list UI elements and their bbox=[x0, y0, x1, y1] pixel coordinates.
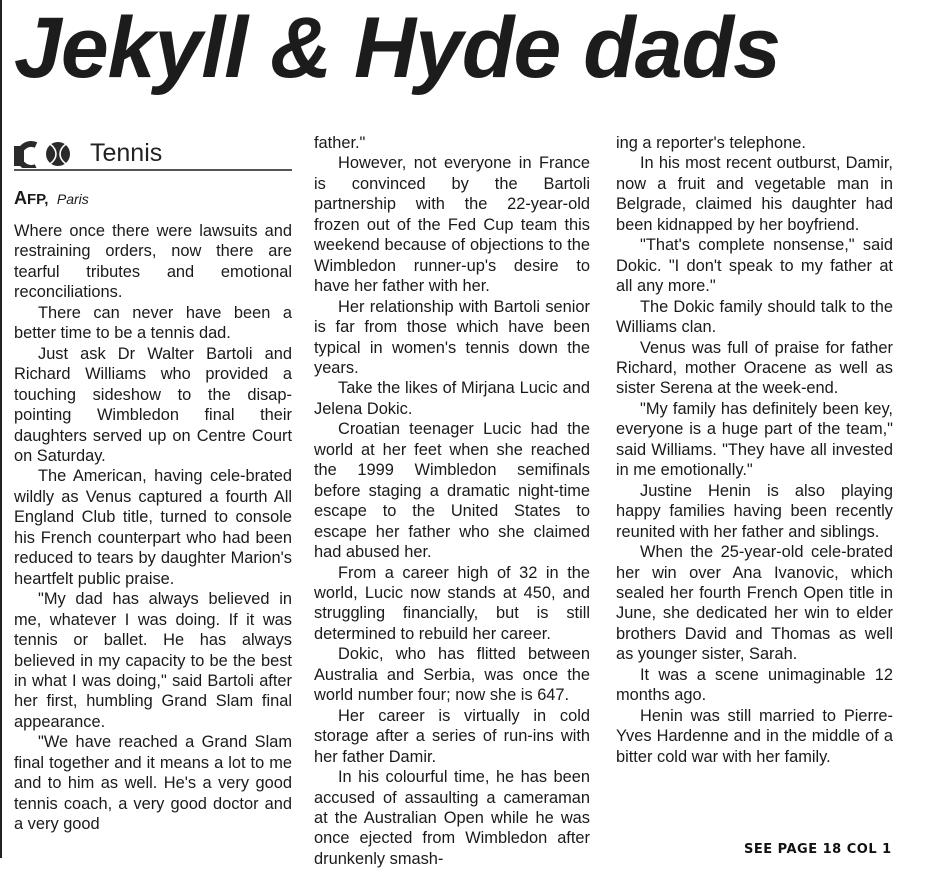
paragraph: The American, having cele-brated wildly as Venus captured a fourth All England Club title, turned to console his French counterpart who had been reduced to tears by daughter Marion's heartfelt public praise. bbox=[14, 467, 292, 588]
paragraph: The Dokic family should talk to the Williams clan. bbox=[616, 297, 893, 337]
paragraph: ing a reporter's telephone. bbox=[616, 134, 806, 152]
paragraph: From a career high of 32 in the world, Lucic now stands at 450, and struggling financially, but is still determined to rebuild her career. bbox=[314, 563, 590, 643]
dateline bbox=[14, 188, 292, 210]
paragraph: Just ask Dr Walter Bartoli and Richard Williams who provided a touching sideshow to the disap-pointing Wimbledon final their daughters served up on Centre Court on Saturday. bbox=[14, 344, 292, 465]
paragraph: "We have reached a Grand Slam final together and it means a lot to me and to him as well. He's a very good tennis coach, a very good doctor and a very good bbox=[14, 733, 292, 834]
dateline-place: Paris bbox=[56, 191, 89, 207]
article-column-1 bbox=[14, 133, 292, 835]
paragraph: Where once there were lawsuits and restraining orders, now there are tearful tributes and emotional reconciliations. bbox=[14, 222, 292, 302]
paragraph: father." bbox=[314, 134, 366, 152]
paragraph: "My family has definitely been key, everyone is a huge part of the team," said Williams. "They have all invested in me emotionally." bbox=[616, 399, 893, 480]
article-column-2 bbox=[314, 133, 590, 869]
left-column-rule bbox=[0, 0, 2, 858]
paragraph: Justine Henin is also playing happy families having been recently reunited with her father and siblings. bbox=[616, 481, 893, 541]
paragraph: Take the likes of Mirjana Lucic and Jelena Dokic. bbox=[314, 379, 590, 418]
paragraph: When the 25-year-old cele-brated her win over Ana Ivanovic, which sealed her fourth French Open title in June, she dedicated her win to elder brothers David and Thomas as well as younger sister, Sarah. bbox=[616, 543, 893, 664]
paragraph: In his colourful time, he has been accused of assaulting a cameraman at the Australian Open while he was once ejected from Wimbledon after drunkenly smash- bbox=[314, 768, 590, 868]
section-label: Tennis bbox=[90, 139, 163, 167]
tennis-ball-icon bbox=[14, 138, 88, 168]
paragraph: "My dad has always believed in me, whatever I was doing. If it was tennis or ballet. He has always believed in my capacity to be the best in what I was doing," said Bartoli after her first, humbling Grand Slam final appearance. bbox=[14, 590, 292, 731]
continued-jump-line: SEE PAGE 18 COL 1 bbox=[744, 842, 892, 857]
headline: Jekyll & Hyde dads bbox=[14, 0, 780, 96]
paragraph: Her career is virtually in cold storage after a series of run-ins with her father Damir. bbox=[314, 706, 590, 766]
paragraph: It was a scene unimaginable 12 months ago. bbox=[616, 665, 893, 705]
section-tag bbox=[14, 133, 292, 173]
paragraph: Venus was full of praise for father Richard, mother Oracene as well as sister Serena at the week-end. bbox=[616, 338, 893, 398]
article-column-3 bbox=[616, 133, 893, 767]
paragraph: "That's complete nonsense," said Dokic. "I don't speak to my father at all any more." bbox=[616, 236, 893, 296]
paragraph: In his most recent outburst, Damir, now a fruit and vegetable man in Belgrade, claimed his daughter had been kidnapped by her boyfriend. bbox=[616, 154, 893, 234]
paragraph: Croatian teenager Lucic had the world at her feet when she reached the 1999 Wimbledon semifinals before staging a dramatic night-time escape to the United States to escape her father who she claimed had abused her. bbox=[314, 420, 590, 562]
agency-name: AFP, bbox=[14, 188, 49, 208]
paragraph: Henin was still married to Pierre-Yves Hardenne and in the middle of a bitter cold war with her family. bbox=[616, 706, 893, 766]
paragraph: Dokic, who has flitted between Australia and Serbia, was once the world number four; now she is 647. bbox=[314, 645, 590, 705]
paragraph: However, not everyone in France is convinced by the Bartoli partnership with the 22-year-old frozen out of the Fed Cup team this weekend because of objections to the Wimbledon runner-up's desire to have her father with her. bbox=[314, 154, 590, 296]
section-underline bbox=[14, 169, 292, 171]
paragraph: There can never have been a better time to be a tennis dad. bbox=[14, 303, 292, 343]
paragraph: Her relationship with Bartoli senior is far from those which have been typical in women's tennis down the years. bbox=[314, 297, 590, 377]
